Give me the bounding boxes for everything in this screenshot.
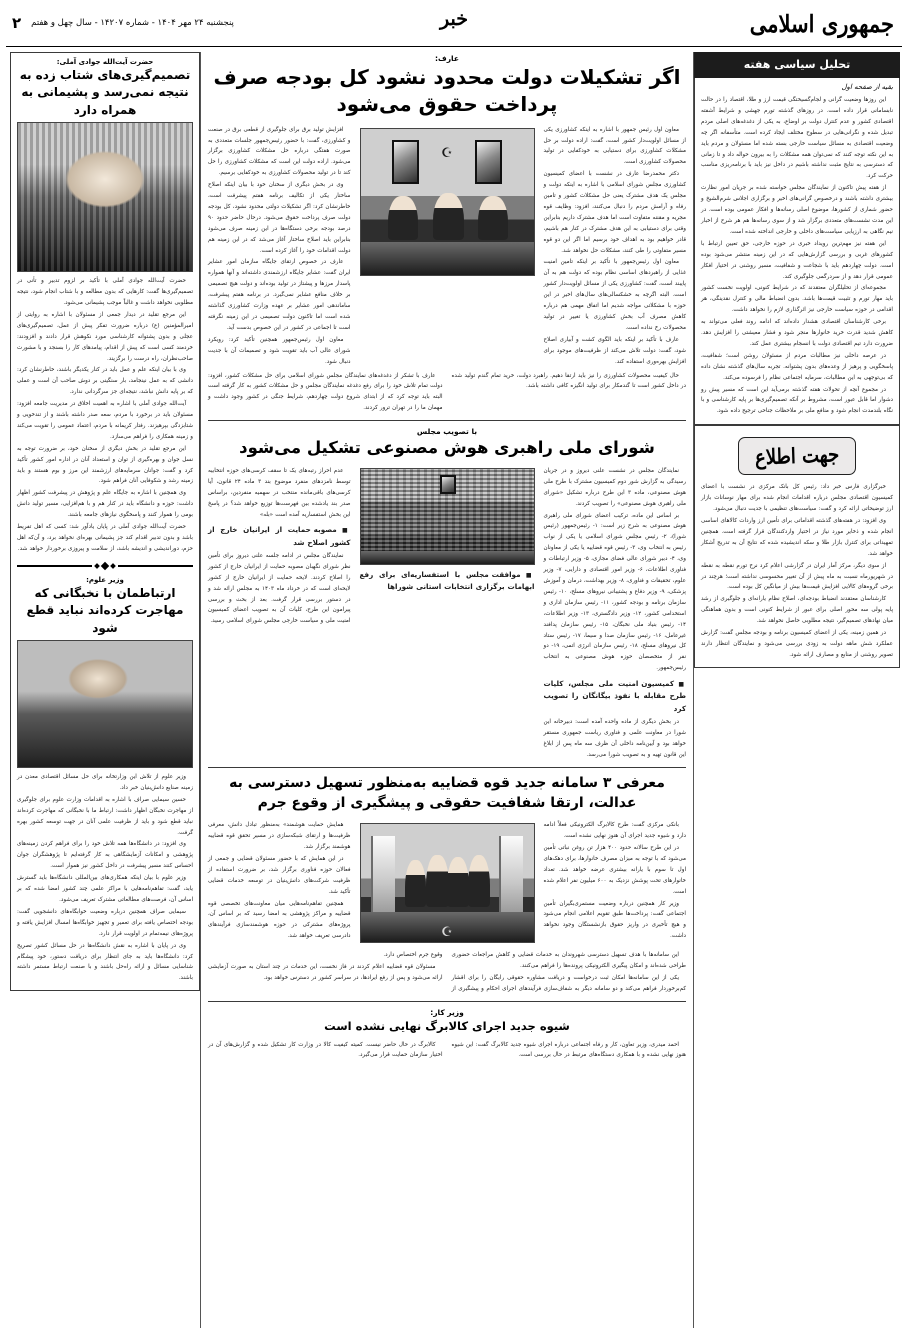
paragraph: در عرصه داخلی نیز مطالبات مردم از مسئولان روشن است؛ شفافیت، پاسخگویی و پرهیز از وعده‌های بدون پشتوانه. تجربه سال‌های گذشته نشان داده که بی‌توجهی به این مطالبات، سرمایه اجتماعی نظام را فرسوده می‌کند. <box>701 352 893 381</box>
subhead-bullet: ■ کمیسیون امنیت ملی مجلس، کلیات طرح مقابله با نفوذ بیگانگان را تصویب کرد <box>544 678 687 715</box>
paragraph: بانکی مرکزی گفت: طرح کالابرگ الکترونیکی فعلاً ادامه دارد و شیوه جدید اجرای آن هنوز نهایی نشده است. <box>543 822 686 840</box>
story-divider-1 <box>208 420 686 421</box>
lead-text-wide <box>208 371 686 415</box>
paragraph: وی افزود: در هفته‌های گذشته اقداماتی برای تأمین ارز واردات کالاهای اساسی انجام شده و ذخایر مورد نیاز در اختیار واردکنندگان قرار گرفته است. همچنین تمهیداتی برای کنترل بازار طلا و سکه اندیشیده شده که نتایج آن به تدریج آشکار خواهد شد. <box>701 518 893 557</box>
paragraph: از هفته پیش تاکنون از نمایندگان مجلس خواسته شده بر جریان امور نظارت بیشتری داشته باشند و درخصوص گرانی‌های اخیر و برگزاری اجلاس شرم‌الشیخ و حضور شماری از کشورها، موضوع اصلی رسانه‌ها و افکار عمومی بوده است. در این مدت نشست‌های متعددی برگزار شد و از سوی رسانه‌ها هم هر شرح از اخبار نیم نگاهی به ارزیابی سیاست‌های داخلی و خارجی انداخته شده است. <box>701 185 893 235</box>
paragraph: خبرگزاری فارس خبر داد: رئیس کل بانک مرکزی در نشست با اعضای کمیسیون اقتصادی مجلس درباره اقدامات انجام شده برای مهار نوسانات بازار ارز توضیحاتی ارائه کرد و گفت: سیاست‌های تنظیمی با جدیت دنبال می‌شود. <box>701 484 893 513</box>
paragraph: عدم احراز رتبه‌های یک تا سقف کرسی‌های حوزه انتخابیه توسط نامزدهای منفرد موضوع بند ۳ ماده ۲۴ قانون، آیا کرسی‌های باقی‌مانده منتخب در سهمیه منفردین، براساس صدر بند یادشده بین فهرست‌ها توزیع خواهد شد؟ در پاسخ این بخش استفساریه آمده است «بله» <box>208 467 351 518</box>
section-header-weekly-analysis: تحلیل سیاسی هفته <box>694 52 900 78</box>
paragraph: معاون اول رئیس جمهور با اشاره به اینکه کشاورزی یکی از مسائل اولویت‌دار کشور است، گفت: اراده دولت بر حل مشکلات کشاورزی برای دستیابی به خودکفایی در تولید محصولات کشاورزی است. <box>543 126 686 166</box>
lead-headline: اگر تشکیلات دولت محدود نشود کل بودجه صرف پرداخت حقوق می‌شود <box>213 65 681 116</box>
photo-parliament-session <box>360 468 535 565</box>
paragraph: سیمایی صراف همچنین درباره وضعیت خوابگاه‌های دانشجویی گفت: بودجه اختصاص یافته برای تعمیر و تجهیز خوابگاه‌ها امسال افزایش یافته و پروژه‌های نیمه‌تمام در اولویت قرار دارد. <box>17 908 193 937</box>
left-top-headline: تصمیم‌گیری‌های شتاب زده به نتیجه نمی‌رسد و پشیمانی به همراه دارد <box>19 68 191 117</box>
paragraph: در همین زمینه، یکی از اعضای کمیسیون برنامه و بودجه مجلس گفت: گزارش عملکرد شش ماهه دولت به زودی بررسی می‌شود و نمایندگان انتظار دارند تصویر روشنی از منابع و مصارف ارائه شود. <box>701 630 893 658</box>
newspaper-logo: جمهوری اسلامی <box>749 9 894 37</box>
paragraph: وزیر کار همچنین درباره وضعیت مستمری‌بگیران تأمین اجتماعی گفت: پرداخت‌ها طبق تقویم اعلامی انجام می‌شود و هیچ تأخیری در واریز حقوق بازنشستگان وجود نخواهد داشت. <box>543 900 686 940</box>
page-grid <box>0 47 908 1328</box>
paragraph: افزایش تولید برق برای جلوگیری از قطعی برق در صنعت و کشاورزی، گفت: با حضور رئیس‌جمهور جلسات متعددی به صورت هفتگی درباره حل مشکلات کشاورزی برگزار می‌شود. اراده دولت این است که مشکلات کشاورزی را حل کند تا در تولید محصولات کشاورزی به خودکفایی برسیم. <box>208 126 351 177</box>
paragraph: عارف با تشکر از دغدغه‌های نمایندگان مجلس شورای اسلامی برای حل مشکلات کشور، افزود: دولت تمام تلاش خود را برای رفع دغدغه نمایندگان مجلس و حل مشکلات کشور به کار گرفته است البته باید توجه کرد که از ابتدای شروع دولت چهاردهم، شرایط جنگی در کشور وجود داشت و مهمان ما را در تهران ترور کردند. <box>208 372 443 412</box>
paragraph: آیت‌الله جوادی آملی با اشاره به اهمیت اخلاق در مدیریت جامعه افزود: مسئولان باید در برخورد با مردم، سعه صدر داشته باشند و از تندخویی و شتابزدگی بپرهیزند. رفتار کریمانه با مردم، اعتماد عمومی را تقویت می‌کند و زمینه همکاری را فراهم می‌سازد. <box>17 401 193 440</box>
paragraph: در مجموع آنچه از تحولات هفته گذشته برمی‌آید این است که مسیر پیش رو دشوار اما قابل عبور است، مشروط بر آنکه تصمیم‌گیری‌ها بر پایه کارشناسی و با نگاه بلندمدت انجام شود و منافع ملی بر ملاحظات جناحی ترجیح داده شود. <box>701 386 893 415</box>
paragraph: حسین سیمایی صراف با اشاره به اقدامات وزارت علوم برای جلوگیری از مهاجرت نخبگان اظهار داشت: ارتباط ما با نخبگانی که مهاجرت کرده‌اند نباید قطع شود و باید از ظرفیت علمی آنان در جهت توسعه کشور بهره گرفت. <box>17 796 193 836</box>
info-notice-text <box>701 482 893 661</box>
paragraph: وی همچنین با اشاره به جایگاه علم و پژوهش در پیشرفت کشور اظهار داشت: حوزه و دانشگاه باید در کنار هم و با هم‌افزایی، مسیر تولید دانش بومی را هموار کنند و پاسخگوی نیازهای جامعه باشند. <box>17 490 193 519</box>
paragraph: همایش حمایت هوشمند» به‌منظور تبادل دانش، معرفی ظرفیت‌ها و ارتقای شبکه‌سازی در مسیر تحقق قوه قضاییه هوشمند برگزار شد. <box>208 822 351 851</box>
article-javadi-amoli-box <box>10 52 200 991</box>
lead-kicker: عارف: <box>435 54 459 63</box>
weekly-analysis-box <box>694 78 900 425</box>
paragraph: وی در بخش دیگری از سخنان خود با بیان اینکه اصلاح ساختار یکی از تکالیف برنامه هفتم پیشرفت است، خاطرنشان کرد: اگر تشکیلات دولتی محدود نشود، کل بودجه دولت صرف پرداخت حقوق می‌شود. درحال حاضر حدود ۹۰ درصد بودجه برخی دستگاه‌ها در این زمینه صرف می‌شود بنابراین باید اصلاح ساختار آغاز می‌شد که در این زمینه هم دولت اقدامات خود را آغاز کرده است. <box>208 182 351 254</box>
article-ai-council <box>208 427 686 761</box>
paragraph: این مرجع تقلید در بخش دیگری از سخنان خود، بر ضرورت توجه به نسل جوان و بهره‌گیری از توان و استعداد آنان در اداره امور کشور تأکید کرد و گفت: جوانان سرمایه‌های ارزشمند این مرز و بوم هستند و باید زمینه رشد و شکوفایی آنان فراهم شود. <box>17 445 193 485</box>
paragraph: وی با بیان اینکه علم و عمل باید در کنار یکدیگر باشند، خاطرنشان کرد: دانشی که به عمل نینجامد، بار سنگینی بر دوش صاحب آن است و عملی که بر پایه دانش نباشد، نتیجه‌ای جز سرگردانی ندارد. <box>17 367 193 396</box>
article-judiciary-systems <box>208 774 686 994</box>
paragraph: کارشناسان معتقدند انضباط بودجه‌ای، اصلاح نظام یارانه‌ای و جلوگیری از رشد پایه پولی سه محور اصلی برای عبور از شرایط کنونی است و بدون هماهنگی میان نهادهای تصمیم‌گیر، نتیجه مطلوبی حاصل نخواهد شد. <box>701 596 893 625</box>
paragraph: در این طرح سالانه حدود ۴۰۰ هزار تن روغن نباتی تأمین می‌شود که با توجه به میزان مصرف خانوارها، برای دهک‌های اول تا سوم با یارانه بیشتری عرضه خواهد شد. تعداد خانوارهای تحت پوشش نزدیک به ۶۰۰ میلیون نفر اعلام شده است. <box>543 845 687 895</box>
paragraph: این مرجع تقلید در دیدار جمعی از مسئولان با اشاره به روایتی از امیرالمؤمنین (ع) درباره ضرورت تفکر پیش از عمل، تصمیم‌گیری‌های عجلی و بدون پشتوانه کارشناسی مورد نکوهش قرار دادند و افزودند: خردمند کسی است که پیش از اقدام، پیامدهای کار را بسنجد و با مشورت صاحب‌نظران، راه درست را برگزیند. <box>17 311 193 362</box>
left-top-text <box>17 276 193 555</box>
paragraph: احمد میدری، وزیر تعاون، کار و رفاه اجتماعی درباره اجرای شیوه جدید کالابرگ گفت: این شیوه هنوز نهایی نشده و با همکاری دستگاه‌های مرتبط در حال بررسی است. <box>451 1041 686 1059</box>
ornamental-separator <box>17 563 193 569</box>
column-right <box>694 52 902 1328</box>
masthead <box>0 0 908 46</box>
continued-from-note: بقیه از صفحه اول <box>841 83 893 91</box>
paragraph: وزیر علوم از تلاش این وزارتخانه برای حل مسائل اقتصادی معدن در زمینه صنایع دانش‌بنیان خبر داد. <box>17 774 193 791</box>
second-text-left <box>208 466 351 628</box>
paragraph: وزیر علوم با بیان اینکه همکاری‌های بین‌المللی دانشگاه‌ها باید گسترش یابد، گفت: تفاهم‌نامه‌هایی با مراکز علمی چند کشور امضا شده که بر اساس آن، فرصت‌های مطالعاتی مشترک تعریف می‌شود. <box>17 875 193 903</box>
column-divider-left <box>200 52 201 1328</box>
paragraph: بر اساس این ماده، ترکیب اعضای شورای ملی راهبری هوش مصنوعی به شرح زیر است: ۱- رئیس‌جمهور (رئیس شورا)، ۲- رئیس مجلس شورای اسلامی یا یکی از نواب رئیس به انتخاب وی، ۳- رئیس قوه قضاییه یا یکی از معاونان وی، ۴- دبیر شورای عالی فضای مجازی، ۵- وزیر ارتباطات و فناوری اطلاعات، ۶- وزیر امور اقتصادی و دارایی، ۷- وزیر علوم، تحقیقات و فناوری، ۸- وزیر بهداشت، درمان و آموزش پزشکی، ۹- وزیر دفاع و پشتیبانی نیروهای مسلح، ۱۰- رئیس سازمان برنامه و بودجه کشور، ۱۱- رئیس سازمان اداری و استخدامی کشور، ۱۲- وزیر دادگستری، ۱۳- وزیر اطلاعات، ۱۴- رئیس بنیاد ملی نخبگان، ۱۵- رئیس سازمان پدافند غیرعامل، ۱۶- رئیس سازمان صدا و سیما، ۱۷- رئیس ستاد کل نیروهای مسلح، ۱۸- رئیس سازمان انرژی اتمی، ۱۹- دو نفر از متخصصان حوزه هوش مصنوعی به انتخاب رئیس‌جمهور. <box>543 512 686 672</box>
fourth-headline: شیوه جدید اجرای کالابرگ نهایی نشده است <box>324 1018 570 1033</box>
paragraph: عارف در خصوص ارتقای جایگاه سازمان امور عشایر ایران گفت: عشایر جایگاه ارزشمندی داشته‌اند و آنها همواره پاسدار مرزها و پیشتاز در تولید بوده‌اند و دولت هیچ تصمیمی بر خلاف منافع عشایر نمی‌گیرد. در برنامه هفتم پیشرفت، ساماندهی امور عشایر بر عهده وزارت کشاورزی گذاشته شده است اما تاکنون دولت تصمیمی در این زمینه نگرفته است تا اجماعی در کشور در این خصوص بدست آید. <box>208 259 351 331</box>
story-divider-2 <box>208 767 686 768</box>
info-stamp-label: جهت اطلاع <box>754 442 840 471</box>
paragraph: کالابرگ در حال حاضر نیست. کمیته کیفیت کالا در وزارت کار تشکیل شده و گزارش‌های آن در اختیار سازمان حمایت قرار می‌گیرد. <box>208 1041 443 1059</box>
masthead-meta <box>8 14 234 32</box>
second-headline: شورای ملی راهبری هوش مصنوعی تشکیل می‌شود <box>239 438 655 458</box>
fourth-text-left <box>208 1040 443 1063</box>
paragraph: در بخش دیگری از ماده واحده آمده است: دبیرخانه این شورا در معاونت علمی و فناوری ریاست جمهوری مستقر خواهد بود و آیین‌نامه داخلی آن ظرف سه ماه پس از ابلاغ این قانون تهیه و به تصویب شورا می‌رسد. <box>543 718 686 758</box>
paragraph: از سوی دیگر، مرکز آمار ایران در گزارشی اعلام کرد نرخ تورم نقطه به نقطه در شهریورماه نسبت به ماه پیش از آن تغییر محسوسی نداشته است؛ هرچند در برخی گروه‌های کالایی افزایش قیمت‌ها بیش از میانگین کل بوده است. <box>701 562 893 591</box>
paragraph: نمایندگان مجلس در ادامه جلسه علنی دیروز برای تأمین نظر شورای نگهبان مصوبه حمایت از ایرانیان خارج از کشور را اصلاح کردند. لایحه حمایت از ایرانیان خارج از کشور لایحه‌ای است که در خرداد ماه ۱۴۰۳ به مجلس ارائه شد و در دستور بررسی قرار گرفت. بعد از بحث و بررسی پیرامون این طرح، کلیات آن به تصویب اعضای کمیسیون امنیت ملی و سیاست خارجی مجلس شورای اسلامی رسید. <box>208 552 351 625</box>
issue-date-line: پنجشنبه ۲۴ مهر ۱۴۰۴ - شماره ۱۴۲۰۷ - سال چهل و هفتم <box>31 18 234 28</box>
paragraph: این هفته نیز مهم‌ترین رویداد خبری در حوزه خارجی، حق تعیین ارتباط با کشورهای غربی و بررسی گزارش‌هایی که در این زمینه منتشر می‌شود بوده است. دولت چهاردهم باید با شجاعت و شفافیت، مسیر روشنی در اختیار افکار عمومی قرار دهد و از سردرگمی جلوگیری کند. <box>701 240 893 280</box>
third-text-left <box>208 820 351 943</box>
paragraph: دکتر محمدرضا عارف در نشست با اعضای کمیسیون کشاورزی مجلس شورای اسلامی با اشاره به اینکه دولت و مجلس یک هدف مشترک یعنی حل مشکلات کشور و تامین رفاه و آرامش مردم را دنبال می‌کنند، افزود: وظایف قوه مجریه و مقننه متفاوت است اما هدف مشترک داریم بنابراین وقتی برای دستیابی به این هدف مشترک در کنار هم باشیم، قادر خواهیم بود به اهداف خود برسیم اما اگر این دو قوه مسیر متفاوتی را طی کنند، مشکلات حل نخواهد شد. <box>543 171 686 254</box>
paragraph: همچنین تفاهم‌نامه‌هایی میان معاونت‌های تخصصی قوه قضاییه و مراکز پژوهشی به امضا رسید که بر اساس آن، پروژه‌های مشترکی در حوزه هوشمندسازی فرآیندهای دادرسی تعریف خواهد شد. <box>208 900 351 940</box>
left-bottom-headline: ارتباطمان با نخبگانی که مهاجرت کرده‌اند نباید قطع شود <box>26 585 184 635</box>
paragraph: این سامانه‌ها با هدف تسهیل دسترسی شهروندان به خدمات قضایی و کاهش مراجعات حضوری طراحی شده‌اند و امکان پیگیری الکترونیکی پرونده‌ها را فراهم می‌کنند. <box>451 952 686 970</box>
paragraph: وی در پایان با اشاره به نقش دانشگاه‌ها در حل مسائل کشور تصریح کرد: دانشگاه‌ها باید به جای انتظار برای دریافت دستور، خود پیشگام شناسایی مسائل و ارائه راه‌حل باشند و با صنعت ارتباط مستمر داشته باشند. <box>17 942 193 982</box>
article-lead <box>208 54 686 414</box>
paragraph: مجموعه‌ای از تحلیلگران معتقدند که در شرایط کنونی، اولویت نخست کشور باید مهار تورم و تثبیت قیمت‌ها باشد. بدون انضباط مالی و کنترل نقدینگی، هر اقدامی در حوزه سیاست خارجی نیز اثرگذاری لازم را نخواهد داشت. <box>701 285 893 314</box>
column-divider-right <box>693 52 694 1328</box>
left-top-kicker: حضرت آیت‌الله جوادی آملی: <box>56 58 154 66</box>
fourth-text-right <box>452 1040 687 1063</box>
column-left <box>10 52 200 1328</box>
emblem-icon: ☪ <box>441 924 453 940</box>
second-text-right <box>544 466 687 762</box>
paragraph: معاون اول رئیس‌جمهور همچنین تأکید کرد: رویکرد شورای عالی آب باید تقویت شود و تصمیمات آن با جدیت دنبال شود. <box>208 336 351 365</box>
paragraph: حال کیفیت محصولات کشاورزی را نیز باید ارتقا دهیم. راهبرد دولت، خرید تمام گندم تولید شده در داخل کشور است تا گندمکار برای تولید انگیزه کافی داشته باشد. <box>451 372 686 390</box>
section-label-news: خبر <box>440 8 468 30</box>
paragraph: مسئولان قوه قضاییه اعلام کردند در فاز نخست، این خدمات در چند استان به صورت آزمایشی ارائه می‌شود و پس از رفع ایرادها، در سراسر کشور در دسترس خواهد بود. <box>208 964 443 982</box>
third-text-wide <box>208 950 686 995</box>
article-kalabarg <box>208 1008 686 1062</box>
info-notice-box <box>694 425 900 668</box>
photo-minister-speaking <box>17 640 193 768</box>
lead-text-left <box>208 125 351 369</box>
paragraph: یکی از این سامانه‌ها امکان ثبت درخواست و دریافت مشاوره حقوقی رایگان را برای اقشار کم‌برخوردار فراهم می‌کند و دو سامانه دیگر به شفاف‌سازی فرآیندهای اجرای احکام و پیشگیری از وقوع جرم اختصاص دارد. <box>383 952 686 992</box>
second-kicker: با تصویب مجلس <box>416 427 478 437</box>
left-bottom-kicker: وزیر علوم: <box>86 575 124 584</box>
story-divider-3 <box>208 1001 686 1002</box>
paragraph: در این همایش که با حضور مسئولان قضایی و جمعی از فعالان حوزه فناوری برگزار شد، بر ضرورت استفاده از ظرفیت شرکت‌های دانش‌بنیان در توسعه خدمات قضایی تأکید شد. <box>208 855 351 895</box>
paragraph: معاون اول رئیس‌جمهور با تأکید بر اینکه تامین امنیت غذایی از راهبردهای اساسی نظام بوده که دولت هم به آن پایبند است، گفت: کشاورزی یکی از مسائل اولویت‌دار کشور است. البته اگرچه به خشکسالی‌های سال‌های اخیر در این حوزه با مشکلاتی مواجه شدیم اما اتفاق مهمی هم درباره کاهش مصرف آب بخش کشاورزی یا تغییر در تولید محصولات رخ نداده است. <box>543 259 686 331</box>
photo-cabinet-meeting <box>360 128 535 276</box>
info-stamp <box>738 437 856 475</box>
subhead-bullet: ■ موافقت مجلس با استفساریه‌ای برای رفع ابهامات برگزاری انتخابات استانی شوراها <box>360 569 535 593</box>
left-bottom-text <box>17 772 193 984</box>
paragraph: این روزها وضعیت گرانی و لجام‌گسیختگی قیمت ارز و طلا، اقتصاد را در حالت نابسامانی قرار داده است. در روزهای گذشته تورم جهشی و شرایط آشفته اقتصادی کشور و عدم کنترل دولت بر اوضاع، به یکی از دغدغه‌های اصلی مردم تبدیل شده و نگرانی‌هایی در سطوح مختلف ایجاد کرده است. متأسفانه اگر چه وضعیت اقتصادی به مسائل سیاست خارجی بسته شده اما مسئولان و مردم باید به این نکته توجه کنند که نمی‌توان همه مشکلات را به بیرون حواله داد و تا زمانی که دسترسی به نتایج مثبت نداشته باشیم در داخل نیز باید با برنامه‌ریزی مناسب حرکت کرد. <box>701 97 893 180</box>
emblem-icon: ☪ <box>441 146 453 162</box>
paragraph: برخی کارشناسان اقتصادی هشدار داده‌اند که ادامه روند فعلی می‌تواند به کاهش شدید قدرت خرید خانوارها منجر شود و فشار معیشتی را افزایش دهد. ضرورت دارد تیم اقتصادی دولت با انسجام بیشتری عمل کند. <box>701 319 893 347</box>
weekly-analysis-text <box>701 95 893 417</box>
paragraph: وی افزود: در دانشگاه‌ها همه تلاش خود را برای فراهم کردن زمینه‌های پژوهشی و امکانات آزمایشگاهی به کار گرفته‌ایم تا پژوهشگران جوان احساس کنند مسیر پیشرفت در داخل کشور نیز هموار است. <box>17 841 193 870</box>
paragraph: نمایندگان مجلس در نشست علنی دیروز و در جریان رسیدگی به گزارش شور دوم کمیسیون مشترک با طرح ملی هوش مصنوعی، ماده ۳ این طرح درباره تشکیل «شورای ملی راهبری هوش مصنوعی» را تصویب کردند. <box>543 467 687 507</box>
second-text-under-photo <box>360 569 535 593</box>
column-center <box>201 52 693 1328</box>
fourth-kicker: وزیر کار: <box>430 1007 464 1017</box>
third-headline: معرفی ۳ سامانه جدید قوه قضاییه به‌منظور تسهیل دسترسی به عدالت، ارتقا شفافیت حقوقی و پیشگیری از وقوع جرم <box>229 775 665 812</box>
page-number: ۲ <box>12 14 22 32</box>
photo-agreement-signing <box>360 823 535 943</box>
lead-text-right <box>544 125 687 369</box>
subhead-bullet: ■ مصوبه حمایت از ایرانیان خارج از کشور اصلاح شد <box>208 524 351 548</box>
photo-cleric-portrait <box>17 122 193 272</box>
paragraph: حضرت آیت‌الله جوادی آملی در پایان یادآور شد: کسی که اهل تفریط باشد و بدون تدبیر اقدام کند جز پشیمانی بهره‌ای نخواهد برد، و آن‌که اهل حزم، دوراندیشی و اندیشه باشد، از سلامت و پیروزی برخوردار خواهد شد. <box>17 524 193 552</box>
third-text-right <box>544 820 687 943</box>
paragraph: حضرت آیت‌الله جوادی آملی با تأکید بر لزوم تدبیر و تأنی در تصمیم‌گیری‌ها گفت: کارهایی که بدون مطالعه و با شتاب انجام شود، نتیجه مطلوبی نخواهد داشت و غالباً موجب پشیمانی می‌شود. <box>17 278 193 306</box>
paragraph: عارف با تأکید بر اینکه باید الگوی کشت و آبیاری اصلاح شود، گفت: دولت تلاش می‌کند از ظرفیت‌های موجود برای افزایش بهره‌وری استفاده کند. <box>543 336 686 365</box>
